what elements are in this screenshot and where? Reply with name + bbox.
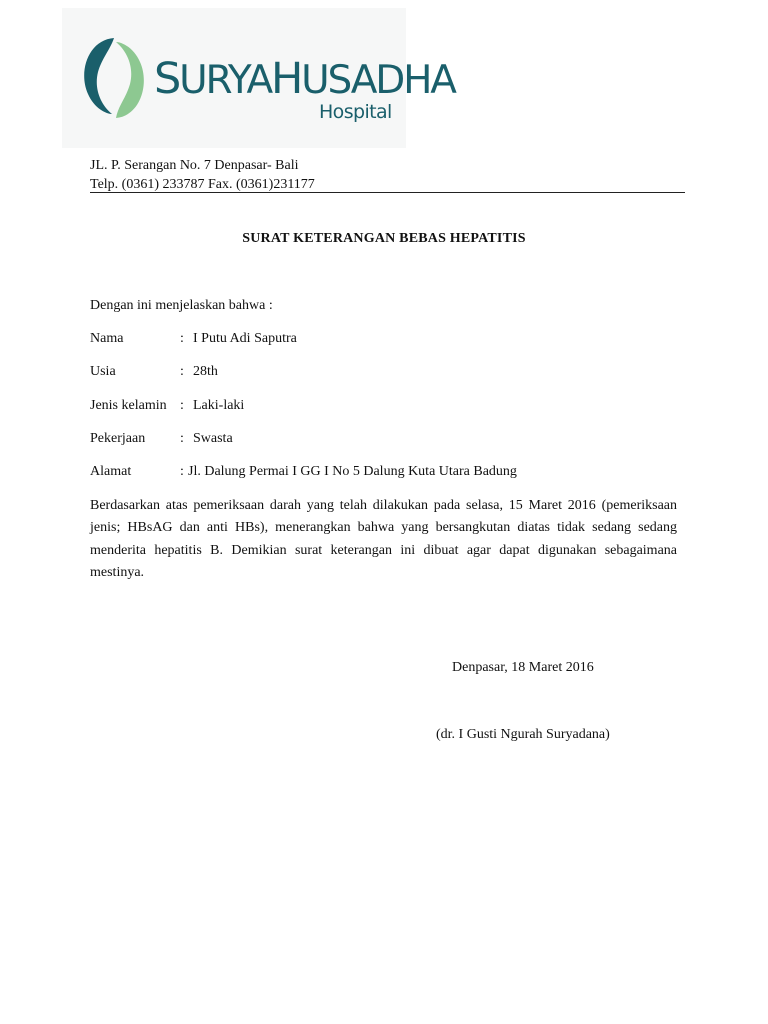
place-date: Denpasar, 18 Maret 2016 <box>452 660 594 675</box>
field-colon: : <box>180 364 184 379</box>
field-colon: : <box>180 431 184 446</box>
phone-line: Telp. (0361) 233787 Fax. (0361)231177 <box>90 177 315 192</box>
field-label-nama: Nama <box>90 331 124 346</box>
logo-swoosh-icon <box>84 36 144 120</box>
field-value-usia: 28th <box>193 364 218 379</box>
body-paragraph: Berdasarkan atas pemeriksaan darah yang telah dilakukan pada selasa, 15 Maret 2016 (pemeriksaan jenis; HBsAG dan anti HBs), menerangkan bahwa yang bersangkutan diatas tidak sedang sedang menderita hepatitis B. Demikian surat keterangan ini dibuat agar dapat digunakan sebagaimana mestinya. <box>90 498 677 580</box>
intro-text: Dengan ini menjelaskan bahwa : <box>90 298 273 313</box>
field-value-alamat: Jl. Dalung Permai I GG I No 5 Dalung Kuta Utara Badung <box>188 464 517 479</box>
field-colon: : <box>180 331 184 346</box>
logo-name: SURYAHUSADHA <box>154 54 455 104</box>
logo-subtext: Hospital <box>319 101 392 123</box>
field-colon: : <box>180 464 184 479</box>
field-value-nama: I Putu Adi Saputra <box>193 331 297 346</box>
field-label-usia: Usia <box>90 364 116 379</box>
field-colon: : <box>180 398 184 413</box>
signatory-name: (dr. I Gusti Ngurah Suryadana) <box>436 727 610 742</box>
field-label-pekerjaan: Pekerjaan <box>90 431 146 446</box>
field-value-jenis-kelamin: Laki-laki <box>193 398 245 413</box>
address-line: JL. P. Serangan No. 7 Denpasar- Bali <box>90 158 299 173</box>
field-label-alamat: Alamat <box>90 464 132 479</box>
field-value-pekerjaan: Swasta <box>193 431 233 446</box>
field-label-jenis-kelamin: Jenis kelamin <box>90 398 167 413</box>
document-title: SURAT KETERANGAN BEBAS HEPATITIS <box>242 231 526 246</box>
header-divider <box>90 192 685 193</box>
hospital-logo <box>62 8 455 148</box>
